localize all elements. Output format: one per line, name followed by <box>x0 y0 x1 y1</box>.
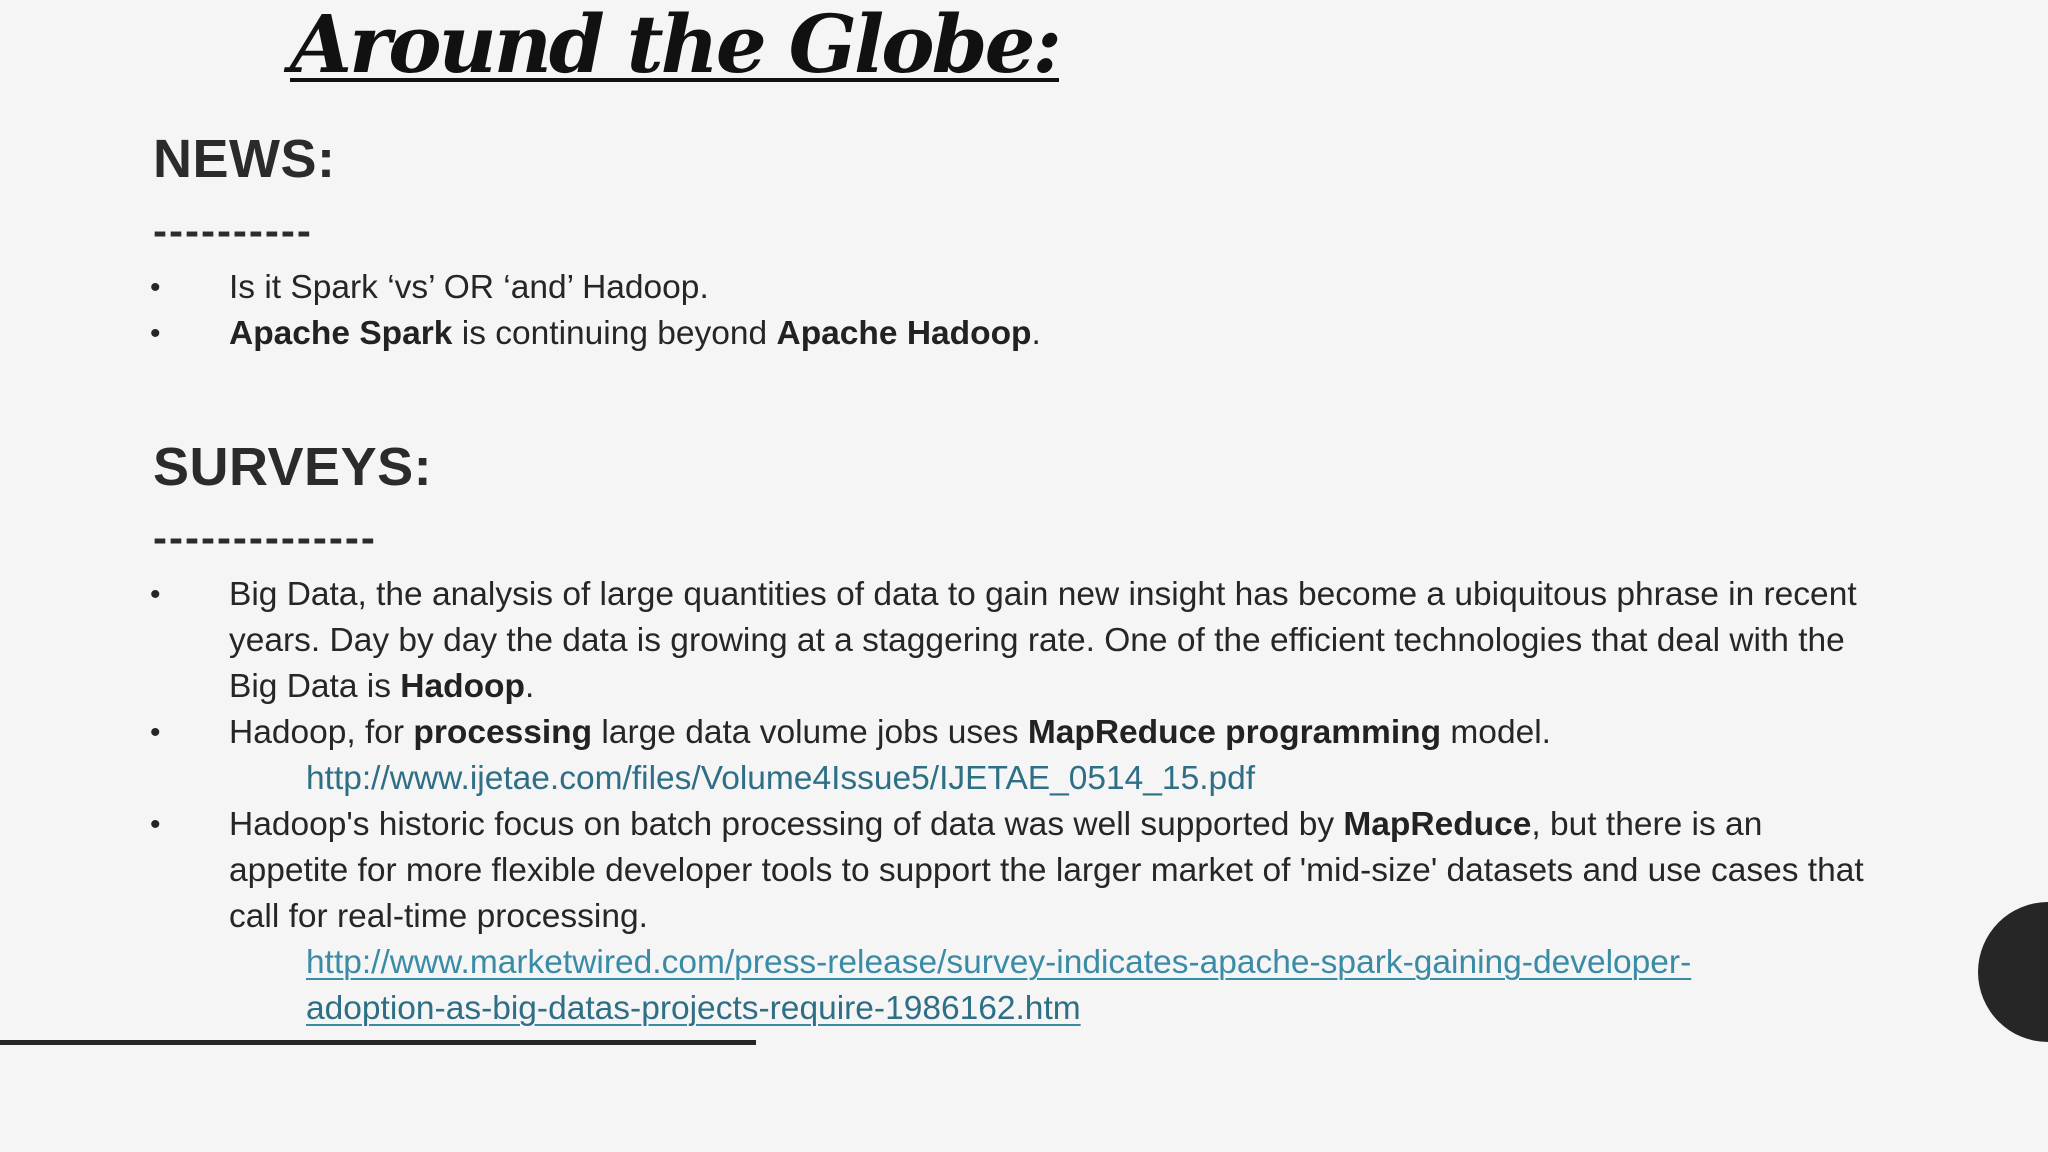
text-fragment: . <box>524 668 535 705</box>
text-fragment: model. <box>1441 714 1551 751</box>
surveys-list <box>0 572 1900 1032</box>
list-item <box>0 265 1900 311</box>
bullet: • <box>150 808 161 841</box>
bold-term: MapReduce <box>1343 806 1532 843</box>
decorative-divider <box>0 1040 756 1045</box>
list-item <box>0 802 1900 1032</box>
link-line[interactable]: http://www.marketwired.com/press-release/survey-indicates-apache-spark-gaining-developer- <box>306 944 1692 981</box>
text-fragment: . <box>1031 315 1041 352</box>
survey-item-text <box>229 572 1869 710</box>
text-fragment: Hadoop's historic focus on batch processing of data was well supported by <box>229 806 1344 843</box>
text-fragment: large data volume jobs uses <box>592 714 1028 751</box>
list-item <box>0 710 1900 802</box>
bullet: • <box>150 716 161 749</box>
news-item-text: Is it Spark ‘vs’ OR ‘and’ Hadoop. <box>229 269 709 306</box>
news-item-text <box>229 311 1869 357</box>
surveys-dashes: -------------- <box>153 514 377 561</box>
bullet: • <box>150 317 161 350</box>
news-list <box>0 265 1900 357</box>
survey-item-text <box>229 802 1869 940</box>
text-fragment: Big Data, the analysis of large quantities of data to gain new insight has become a ubiquitous phrase in recent years. Day by day the data is growing at a staggering rate. One of the efficient technologies that deal with the Big Data is <box>229 576 1857 705</box>
bold-term: MapReduce programming <box>1027 714 1442 751</box>
ijetae-link[interactable]: http://www.ijetae.com/files/Volume4Issue5/IJETAE_0514_15.pdf <box>306 760 1256 797</box>
news-dashes: ---------- <box>153 207 313 254</box>
text-fragment: , but there is an appetite for more flexible developer tools to support the larger market of 'mid-size' datasets and use cases that call for real-time processing. <box>229 806 1864 935</box>
slide-title: Around the Globe: <box>290 0 1059 91</box>
list-item <box>0 572 1900 710</box>
text-fragment: is continuing beyond <box>452 315 777 352</box>
surveys-heading: SURVEYS: <box>153 437 433 497</box>
bold-term: Apache Spark <box>229 315 453 352</box>
bullet: • <box>150 578 161 611</box>
bullet: • <box>150 271 161 304</box>
marketwired-link[interactable] <box>229 940 1900 1032</box>
news-heading: NEWS: <box>153 129 336 189</box>
survey-item-text <box>229 710 1869 756</box>
bold-term: Apache Hadoop <box>776 315 1032 352</box>
text-fragment: Hadoop, for <box>229 714 414 751</box>
link-line[interactable]: adoption-as-big-datas-projects-require-1986162.htm <box>306 990 1081 1027</box>
bold-term: Hadoop <box>400 668 525 705</box>
bold-term: processing <box>413 714 593 751</box>
decorative-circle <box>1978 902 2048 1042</box>
list-item <box>0 311 1900 357</box>
